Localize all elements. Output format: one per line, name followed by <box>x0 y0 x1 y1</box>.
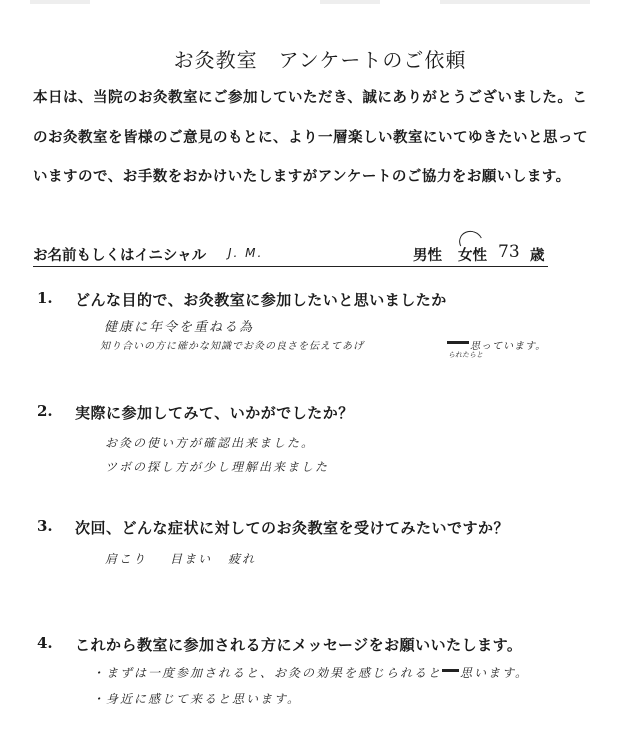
scan-artifact <box>440 0 590 4</box>
name-label: お名前もしくはイニシャル <box>33 247 207 264</box>
question-3-number: 3. <box>37 517 53 535</box>
age-unit: 歳 <box>530 247 545 264</box>
question-2-number: 2. <box>37 402 53 420</box>
question-2-text: 実際に参加してみて、いかがでしたか？ <box>75 404 354 422</box>
intro-line-3: いますので、お手数をおかけいたしますがアンケートのご協力をお願いします。 <box>33 168 571 185</box>
intro-line-2: のお灸教室を皆様のご意見のもとに、より一層楽しい教室にいてゆきたいと思って <box>33 129 588 146</box>
answer-2-line-1[interactable]: お灸の使い方が確認出来ました。 <box>105 436 316 450</box>
age-value[interactable]: 73 <box>498 242 520 262</box>
strikethrough-mark <box>447 341 469 344</box>
scan-artifact <box>320 0 380 4</box>
answer-1-line-2[interactable]: 知り合いの方に確かな知識でお灸の良さを伝えてあげ <box>100 341 364 352</box>
question-1-text: どんな目的で、お灸教室に参加したいと思いましたか <box>75 291 447 309</box>
question-1-number: 1. <box>37 289 53 307</box>
answer-3-item-3[interactable]: 疲れ <box>228 552 257 566</box>
answer-4-line-1[interactable]: ・まずは一度参加されると、お灸の効果を感じられると <box>92 666 443 680</box>
name-value[interactable]: J. M. <box>228 246 264 260</box>
question-4-text: これから教室に参加される方にメッセージをお願いいたします。 <box>75 636 523 654</box>
answer-1-line-1[interactable]: 健康に年令を重ねる為 <box>104 320 255 335</box>
answer-2-line-2[interactable]: ツボの探し方が少し理解出来ました <box>105 460 330 474</box>
answer-3-item-1[interactable]: 肩こり <box>105 552 148 566</box>
gender-male-option[interactable]: 男性 <box>413 247 442 264</box>
page-title: お灸教室 アンケートのご依頼 <box>173 48 467 72</box>
answer-3-item-2[interactable]: 目まい <box>170 552 213 566</box>
answer-1-line-2-end[interactable]: 思っています。 <box>470 341 547 352</box>
question-3-text: 次回、どんな症状に対してのお灸教室を受けてみたいですか？ <box>75 519 510 537</box>
answer-4-line-1-end[interactable]: 思います。 <box>460 666 530 680</box>
intro-line-1: 本日は、当院のお灸教室にご参加していただき、誠にありがとうございました。こ <box>33 89 588 106</box>
strikethrough-mark <box>442 669 459 672</box>
answer-1-correction: られたらと <box>448 351 483 359</box>
gender-female-option[interactable]: 女性 <box>458 247 487 264</box>
question-4-number: 4. <box>37 634 53 652</box>
answer-4-line-2[interactable]: ・身近に感じて来ると思います。 <box>92 692 302 706</box>
scan-artifact <box>30 0 90 4</box>
